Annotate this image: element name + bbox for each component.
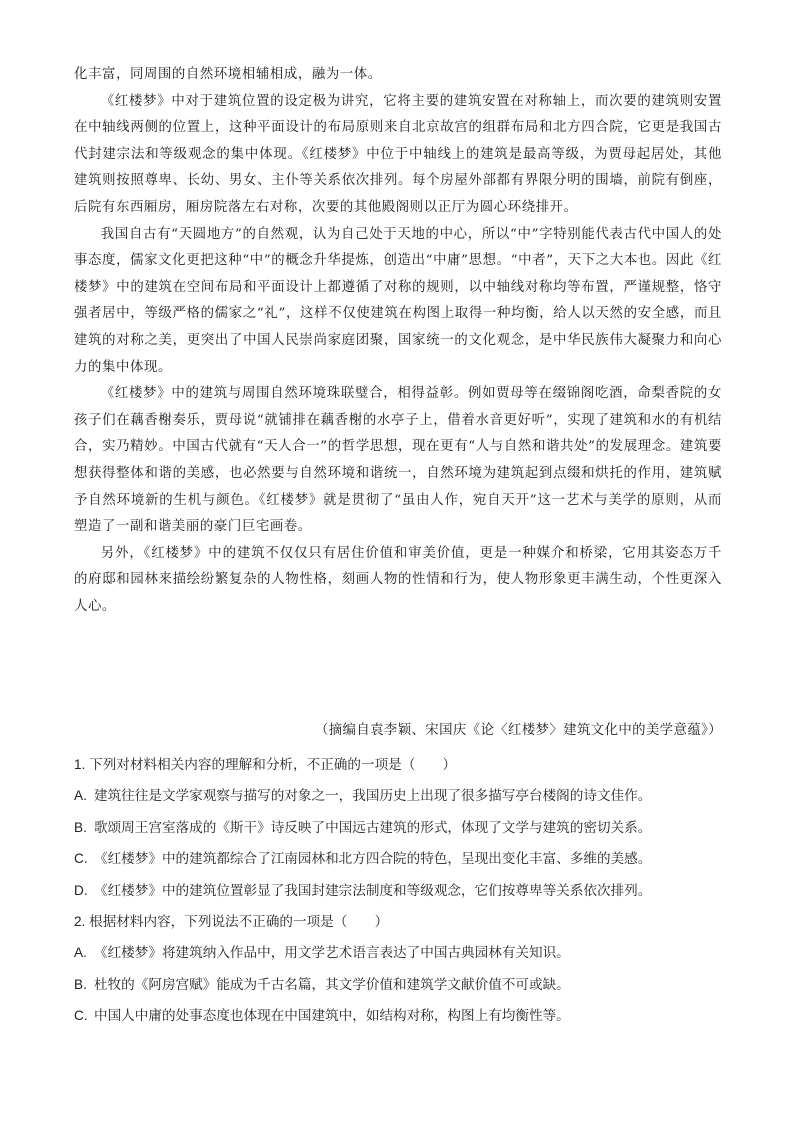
passage-paragraph: 《红楼梦》中对于建筑位置的设定极为讲究，它将主要的建筑安置在对称轴上，而次要的建筑则安置在中轴线两侧的位置上，这种平面设计的布局原则来自北京故宫的组群布局和北方四合院，它更是我国古代封建宗法和等级观念的集中体现。《红楼梦》中位于中轴线上的建筑是最高等级，为贾母起居处，其他建筑则按照尊卑、长幼、男女、主仆等关系依次排列。每个房屋外部都有界限分明的围墙，前院有倒座，后院有东西厢房，厢房院落左右对称，次要的其他殿阁则以正厅为圆心环绕排开。	[74, 93, 722, 215]
question-stem: 1. 下列对材料相关内容的理解和分析，不正确的一项是（ ）	[74, 757, 457, 772]
passage-source-citation: （摘编自袁李颖、宋国庆《论〈红楼梦〉建筑文化中的美学意蕴》）	[314, 723, 722, 738]
option-text: 《红楼梦》中的建筑都综合了江南园林和北方四合院的特色，呈现出变化丰富、多维的美感。	[94, 851, 652, 867]
passage-paragraph: 另外，《红楼梦》中的建筑不仅仅只有居住价值和审美价值，更是一种媒介和桥梁，它用其姿态万千的府邸和园林来描绘纷繁复杂的人物性格，刻画人物的性情和行为，使人物形象更丰满生动，个性更深入人心。	[74, 545, 722, 614]
question-list	[74, 749, 722, 1032]
answer-option-a	[74, 780, 722, 811]
answer-option-a	[74, 937, 722, 968]
option-letter: D.	[74, 882, 88, 898]
option-text: 杜牧的《阿房宫赋》能成为千古名篇，其文学价值和建筑学文献价值不可或缺。	[94, 976, 570, 992]
option-text: 《红楼梦》中的建筑位置彰显了我国封建宗法制度和等级观念，它们按尊卑等关系依次排列。	[94, 882, 652, 898]
option-letter: C.	[74, 1008, 88, 1024]
option-letter: B.	[74, 819, 87, 835]
option-letter: C.	[74, 851, 88, 867]
option-letter: A.	[74, 945, 87, 961]
question-stem: 2. 根据材料内容，下列说法不正确的一项是（ ）	[74, 914, 389, 930]
answer-option-d	[74, 875, 722, 906]
option-letter: A.	[74, 788, 87, 804]
passage-paragraph: 化丰富，同周围的自然环境相辅相成，融为一体。	[74, 67, 382, 82]
option-text: 《红楼梦》将建筑纳入作品中，用文学艺术语言表达了中国古典园林有关知识。	[94, 945, 570, 961]
option-text: 歌颂周王宫室落成的《斯干》诗反映了中国远古建筑的形式，体现了文学与建筑的密切关系。	[94, 819, 652, 835]
answer-option-c	[74, 1000, 722, 1031]
option-letter: B.	[74, 976, 87, 992]
reading-passage	[74, 62, 722, 620]
passage-paragraph: 我国自古有“天圆地方”的自然观，认为自己处于天地的中心，所以“中”字特别能代表古代中国人的处事态度，儒家文化更把这种“中”的概念升华提炼，创造出“中庸”思想。“中者”，天下之大本也。因此《红楼梦》中的建筑在空间布局和平面设计上都遵循了对称的规则，以中轴线对称均等布置，严谨规整，恪守强者居中，等级严格的儒家之“礼”，这样不仅使建筑在构图上取得一种均衡，给人以天然的安全感，而且建筑的对称之美，更突出了中国人民崇尚家庭团聚，国家统一的文化观念，是中华民族伟大凝聚力和向心力的集中体现。	[74, 226, 722, 375]
option-text: 中国人中庸的处事态度也体现在中国建筑中，如结构对称，构图上有均衡性等。	[94, 1008, 570, 1024]
answer-option-b	[74, 812, 722, 843]
option-text: 建筑往往是文学家观察与描写的对象之一，我国历史上出现了很多描写亭台楼阁的诗文佳作。	[94, 788, 652, 804]
answer-option-c	[74, 843, 722, 874]
answer-option-b	[74, 969, 722, 1000]
passage-paragraph: 《红楼梦》中的建筑与周围自然环境珠联璧合，相得益彰。例如贾母等在缀锦阁吃酒，命梨香院的女孩子们在藕香榭奏乐，贾母说“就铺排在藕香榭的水亭子上，借着水音更好听”，实现了建筑和水的有机结合，实乃精妙。中国古代就有“天人合一”的哲学思想，现在更有“人与自然和谐共处”的发展理念。建筑要想获得整体和谐的美感，也必然要与自然环境和谐统一，自然环境为建筑起到点缀和烘托的作用，建筑赋予自然环境新的生机与颜色。《红楼梦》就是贯彻了“虽由人作，宛自天开”这一艺术与美学的原则，从而塑造了一副和谐美丽的豪门巨宅画卷。	[74, 386, 722, 535]
